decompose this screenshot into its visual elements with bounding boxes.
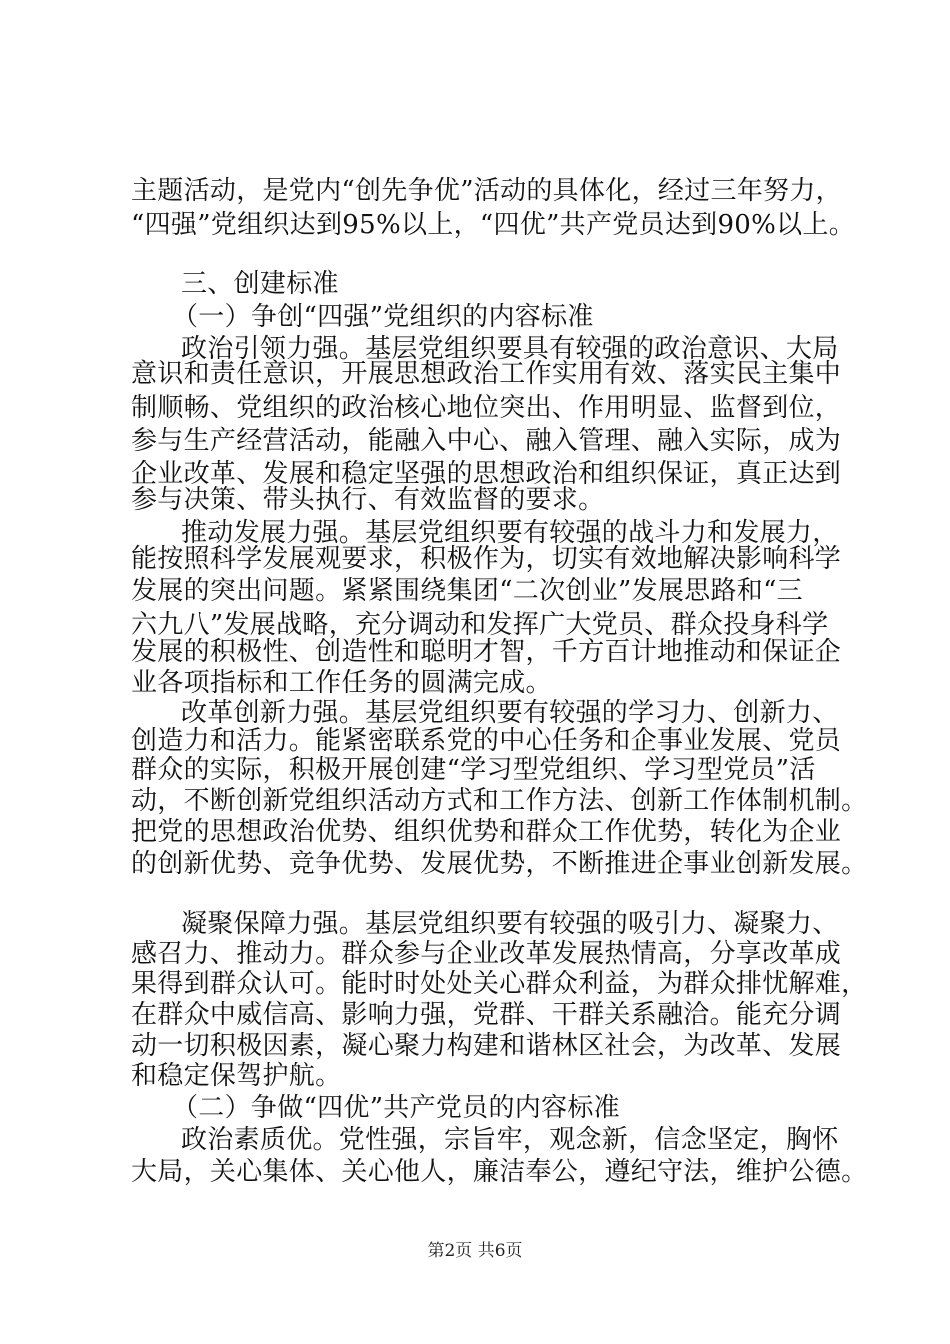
section-heading: 三、创建标准 <box>181 269 339 299</box>
paragraph-line: 参与生产经营活动，能融入中心、融入管理、融入实际，成为 <box>131 426 842 456</box>
paragraph-line: 六九八”发展战略，充分调动和发挥广大党员、群众投身科学 <box>131 610 829 640</box>
paragraph-line: 群众的实际，积极开展创建“学习型党组织、学习型党员”活 <box>131 755 816 785</box>
paragraph-line: 创造力和活力。能紧密联系党的中心任务和企事业发展、党员 <box>131 726 842 756</box>
paragraph-line: 改革创新力强。基层党组织要有较强的学习力、创新力、 <box>181 698 839 728</box>
paragraph-line: 果得到群众认可。能时时处处关心群众利益，为群众排忧解难， <box>131 969 868 999</box>
paragraph-line: 动一切积极因素，凝心聚力构建和谐林区社会，为改革、发展 <box>131 1031 842 1061</box>
paragraph-line: 业各项指标和工作任务的圆满完成。 <box>131 668 552 698</box>
paragraph-line: 能按照科学发展观要求，积极作为，切实有效地解决影响科学 <box>131 544 842 574</box>
paragraph-line: 和稳定保驾护航。 <box>131 1061 342 1091</box>
body-line: 主题活动，是党内“创先争优”活动的具体化，经过三年努力， <box>131 176 842 206</box>
body-line: “四强”党组织达到95%以上，“四优”共产党员达到90%以上。 <box>131 210 856 240</box>
paragraph-line: 制顺畅、党组织的政治核心地位突出、作用明显、监督到位， <box>131 393 842 423</box>
paragraph-line: 感召力、推动力。群众参与企业改革发展热情高，分享改革成 <box>131 939 842 969</box>
paragraph-line: 发展的突出问题。紧紧围绕集团“二次创业”发展思路和“三 <box>131 576 803 606</box>
paragraph-line: 的创新优势、竞争优势、发展优势，不断推进企事业创新发展。 <box>131 849 868 879</box>
paragraph-line: 动，不断创新党组织活动方式和工作方法、创新工作体制机制。 <box>131 786 868 816</box>
paragraph-line: 推动发展力强。基层党组织要有较强的战斗力和发展力， <box>181 518 839 548</box>
paragraph-line: 发展的积极性、创造性和聪明才智，千方百计地推动和保证企 <box>131 637 842 667</box>
subsection-heading: （二）争做“四优”共产党员的内容标准 <box>172 1093 620 1123</box>
paragraph-line: 政治引领力强。基层党组织要具有较强的政治意识、大局 <box>181 334 839 364</box>
paragraph-line: 把党的思想政治优势、组织优势和群众工作优势，转化为企业 <box>131 817 842 847</box>
paragraph-line: 在群众中威信高、影响力强，党群、干群关系融洽。能充分调 <box>131 1000 842 1030</box>
paragraph-line: 意识和责任意识，开展思想政治工作实用有效、落实民主集中 <box>131 359 842 389</box>
paragraph-line: 凝聚保障力强。基层党组织要有较强的吸引力、凝聚力、 <box>181 909 839 939</box>
subsection-heading: （一）争创“四强”党组织的内容标准 <box>172 302 594 332</box>
paragraph-line: 企业改革、发展和稳定坚强的思想政治和组织保证，真正达到 <box>131 459 842 489</box>
page-number-footer: 第2页 共6页 <box>427 1241 523 1261</box>
paragraph-line: 参与决策、带头执行、有效监督的要求。 <box>131 485 605 515</box>
paragraph-line: 政治素质优。党性强，宗旨牢，观念新，信念坚定，胸怀 <box>181 1125 839 1155</box>
paragraph-line: 大局，关心集体、关心他人，廉洁奉公，遵纪守法，维护公德。 <box>131 1157 868 1187</box>
